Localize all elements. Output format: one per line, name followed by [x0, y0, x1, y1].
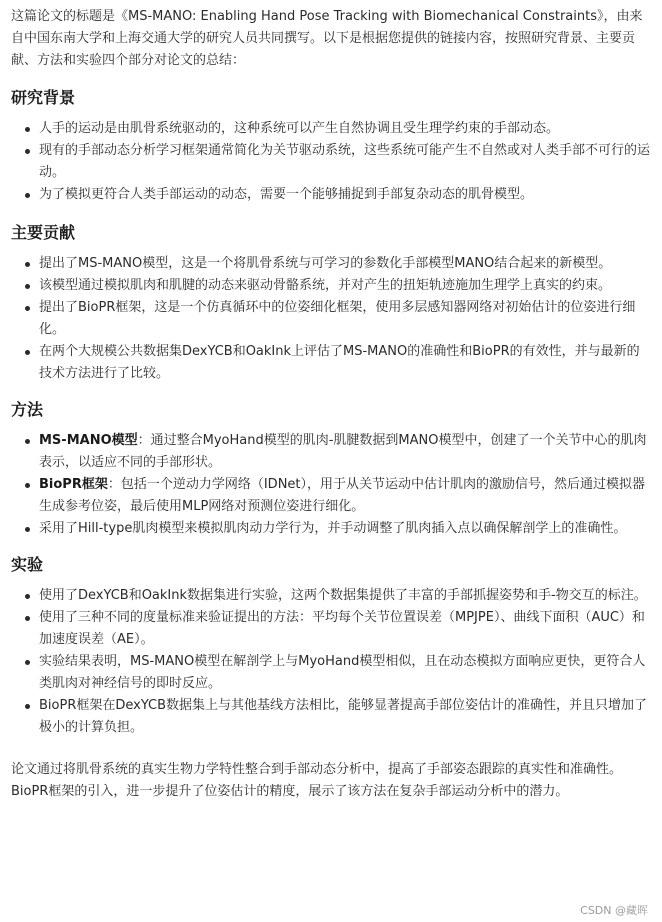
section-heading: 方法: [11, 400, 44, 419]
conclusion-paragraph: 论文通过将肌骨系统的真实生物力学特性整合到手部动态分析中，提高了手部姿态跟踪的真实性和准确性。BioPR框架的引入，进一步提升了位姿估计的精度，展示了该方法在复杂手部运动分析中的潜力。: [11, 762, 623, 799]
list-item: BioPR框架：包括一个逆动力学网络（IDNet），用于从关节运动中估计肌肉的激励信号，然后通过模拟器生成参考位姿，最后使用MLP网络对预测位姿进行细化。: [11, 474, 651, 518]
bullet-icon: [25, 149, 30, 154]
article-body: [11, 0, 651, 803]
bullet-list: [11, 585, 651, 739]
bullet-icon: [25, 262, 30, 267]
term-label: BioPR框架: [39, 477, 108, 492]
intro-paragraph: 这篇论文的标题是《MS-MANO: Enabling Hand Pose Tracking with Biomechanical Constraints》，由来自中国东南大学和上海交通大学的研究人员共同撰写。以下是根据您提供的链接内容，按照研究背景、主要贡献、方法和实验四个部分对论文的总结：: [11, 9, 643, 68]
term-label: MS-MANO模型: [39, 433, 138, 448]
list-item: BioPR框架在DexYCB数据集上与其他基线方法相比，能够显著提高手部位姿估计的准确性，并且只增加了极小的计算负担。: [11, 695, 651, 739]
section-heading: 主要贡献: [11, 223, 76, 242]
list-item: 采用了Hill-type肌肉模型来模拟肌肉动力学行为，并手动调整了肌肉插入点以确保解剖学上的准确性。: [11, 518, 651, 540]
bullet-icon: [25, 350, 30, 355]
bullet-icon: [25, 193, 30, 198]
list-item: 该模型通过模拟肌肉和肌腱的动态来驱动骨骼系统，并对产生的扭矩轨迹施加生理学上真实的约束。: [11, 275, 651, 297]
bullet-icon: [25, 616, 30, 621]
watermark: CSDN @藏晖: [580, 904, 648, 917]
section-main-contributions: [11, 222, 651, 385]
list-item: 在两个大规模公共数据集DexYCB和OakInk上评估了MS-MANO的准确性和BioPR的有效性，并与最新的技术方法进行了比较。: [11, 341, 651, 385]
list-item: 为了模拟更符合人类手部运动的动态，需要一个能够捕捉到手部复杂动态的肌骨模型。: [11, 184, 651, 206]
bullet-list: [11, 430, 651, 540]
list-item: MS-MANO模型：通过整合MyoHand模型的肌肉-肌腱数据到MANO模型中，创建了一个关节中心的肌肉表示，以适应不同的手部形状。: [11, 430, 651, 474]
bullet-icon: [25, 284, 30, 289]
section-method: [11, 399, 651, 540]
list-item: 人手的运动是由肌骨系统驱动的，这种系统可以产生自然协调且受生理学约束的手部动态。: [11, 118, 651, 140]
bullet-icon: [25, 660, 30, 665]
list-item: 实验结果表明，MS-MANO模型在解剖学上与MyoHand模型相似，且在动态模拟方面响应更快，更符合人类肌肉对神经信号的即时反应。: [11, 651, 651, 695]
list-item: 现有的手部动态分析学习框架通常简化为关节驱动系统，这些系统可能产生不自然或对人类手部不可行的运动。: [11, 140, 651, 184]
section-experiments: [11, 554, 651, 739]
list-item: 提出了BioPR框架，这是一个仿真循环中的位姿细化框架，使用多层感知器网络对初始估计的位姿进行细化。: [11, 297, 651, 341]
list-item: 使用了三种不同的度量标准来验证提出的方法：平均每个关节位置误差（MPJPE）、曲线下面积（AUC）和加速度误差（AE）。: [11, 607, 651, 651]
bullet-icon: [25, 127, 30, 132]
bullet-icon: [25, 704, 30, 709]
bullet-icon: [25, 527, 30, 532]
bullet-list: [11, 118, 651, 206]
section-heading: 实验: [11, 555, 44, 574]
list-item: 使用了DexYCB和OakInk数据集进行实验，这两个数据集提供了丰富的手部抓握姿势和手-物交互的标注。: [11, 585, 651, 607]
bullet-icon: [25, 594, 30, 599]
bullet-icon: [25, 306, 30, 311]
bullet-icon: [25, 483, 30, 488]
list-item: 提出了MS-MANO模型，这是一个将肌骨系统与可学习的参数化手部模型MANO结合起来的新模型。: [11, 253, 651, 275]
bullet-list: [11, 253, 651, 385]
bullet-icon: [25, 439, 30, 444]
section-research-background: [11, 87, 651, 206]
section-heading: 研究背景: [11, 88, 76, 107]
